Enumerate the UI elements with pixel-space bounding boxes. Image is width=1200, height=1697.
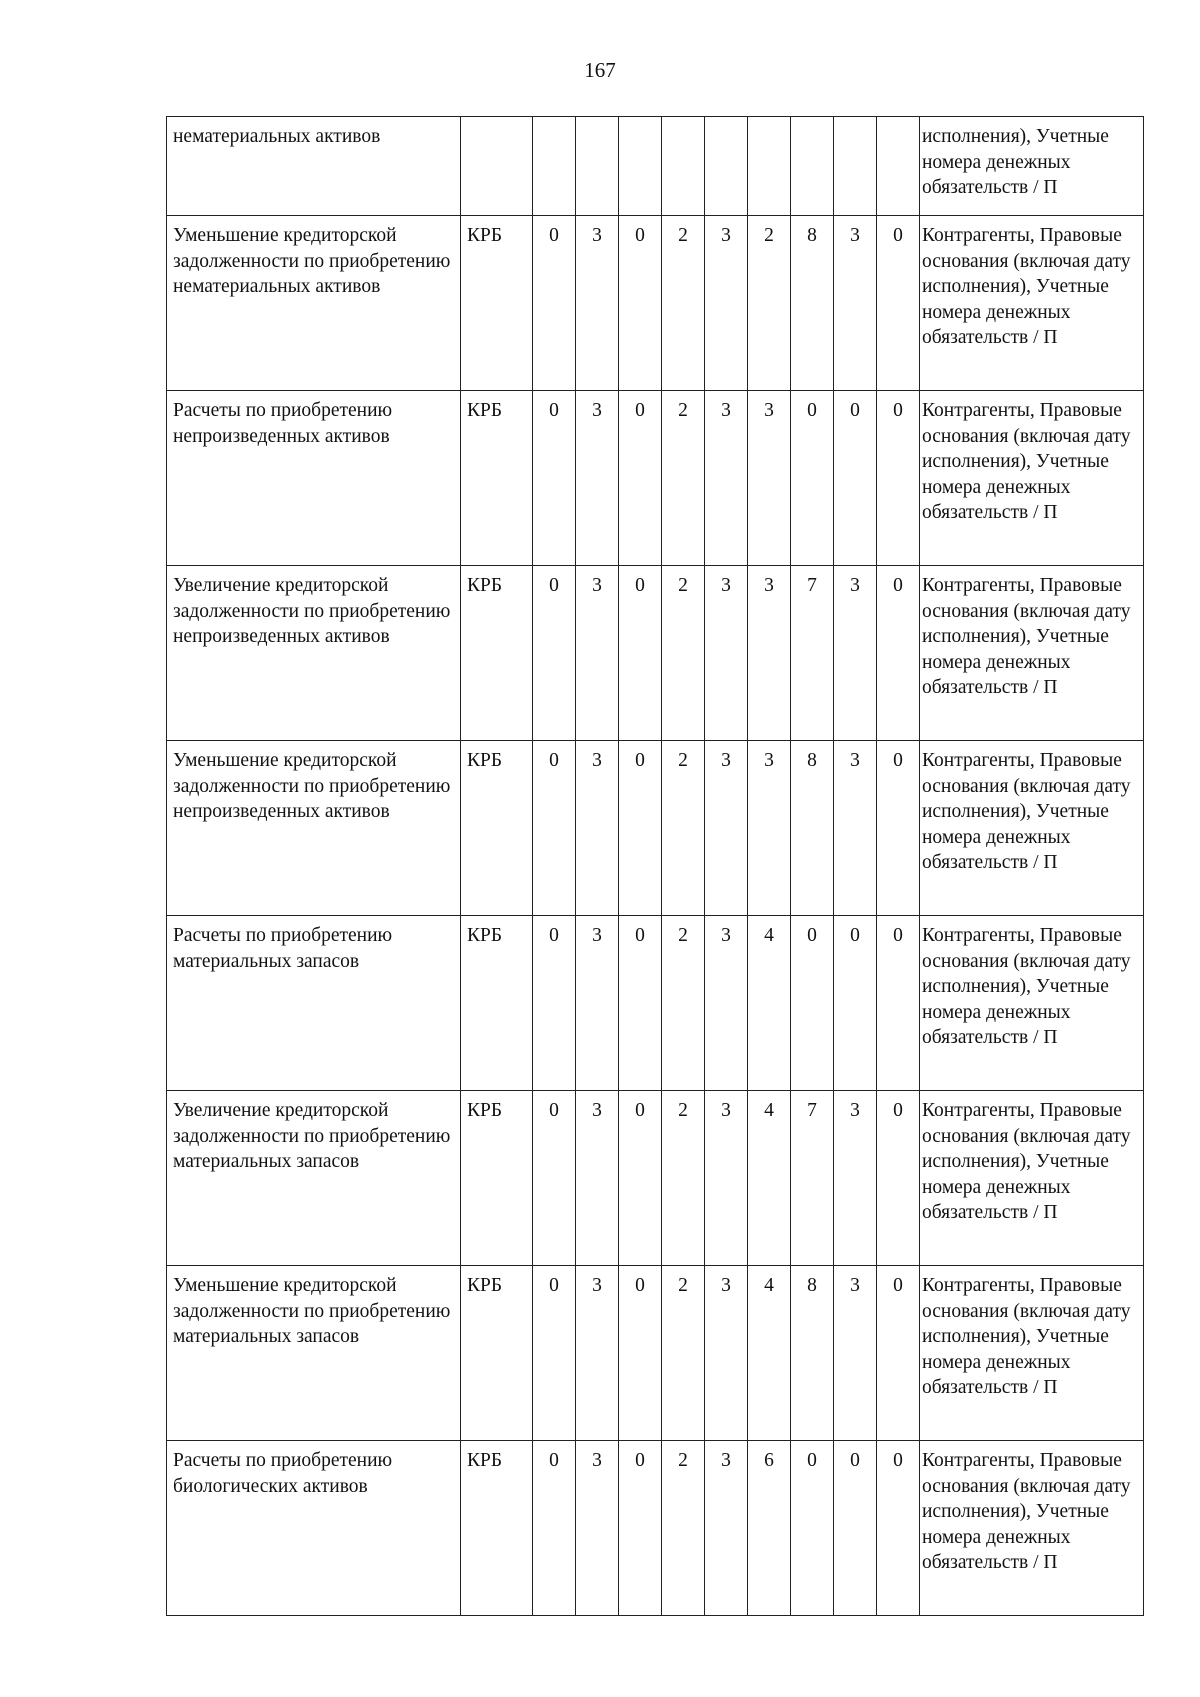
digit-cell: 0 xyxy=(791,1441,834,1616)
digit-cell: 2 xyxy=(662,216,705,391)
digit-cell xyxy=(748,117,791,216)
table-row xyxy=(167,916,1144,1091)
digit-cell: 0 xyxy=(619,1091,662,1266)
analytics-cell: Контрагенты, Правовые основания (включая дату исполнения), Учетные номера денежных обязательств / П xyxy=(920,566,1144,741)
digit-cell: 7 xyxy=(791,1091,834,1266)
digit-cell: 0 xyxy=(791,391,834,566)
table-row xyxy=(167,741,1144,916)
digit-cell: 0 xyxy=(533,1091,576,1266)
digit-cell: 3 xyxy=(834,1091,877,1266)
digit-cell xyxy=(705,117,748,216)
page-number: 167 xyxy=(584,58,616,82)
account-name-cell: Уменьшение кредиторской задолженности по приобретению материальных запасов xyxy=(167,1266,461,1441)
digit-cell: 0 xyxy=(619,391,662,566)
account-name-cell: Расчеты по приобретению материальных запасов xyxy=(167,916,461,1091)
digit-cell: 7 xyxy=(791,566,834,741)
digit-cell: 4 xyxy=(748,916,791,1091)
digit-cell: 0 xyxy=(533,916,576,1091)
digit-cell: 0 xyxy=(877,1441,920,1616)
type-cell: КРБ xyxy=(461,391,533,566)
digit-cell: 0 xyxy=(877,1266,920,1441)
analytics-cell: исполнения), Учетные номера денежных обязательств / П xyxy=(920,117,1144,216)
digit-cell: 3 xyxy=(748,741,791,916)
type-cell: КРБ xyxy=(461,1091,533,1266)
digit-cell: 0 xyxy=(877,741,920,916)
table-row xyxy=(167,391,1144,566)
digit-cell: 0 xyxy=(619,1266,662,1441)
digit-cell: 3 xyxy=(705,741,748,916)
digit-cell xyxy=(533,117,576,216)
digit-cell xyxy=(576,117,619,216)
digit-cell xyxy=(791,117,834,216)
digit-cell: 4 xyxy=(748,1266,791,1441)
account-name-cell: нематериальных активов xyxy=(167,117,461,216)
digit-cell: 0 xyxy=(533,566,576,741)
digit-cell: 0 xyxy=(619,916,662,1091)
digit-cell xyxy=(662,117,705,216)
table-row xyxy=(167,216,1144,391)
table-row xyxy=(167,1441,1144,1616)
digit-cell: 3 xyxy=(834,216,877,391)
table-row xyxy=(167,1266,1144,1441)
type-cell: КРБ xyxy=(461,741,533,916)
digit-cell: 2 xyxy=(748,216,791,391)
digit-cell: 0 xyxy=(791,916,834,1091)
digit-cell: 3 xyxy=(576,1091,619,1266)
digit-cell: 0 xyxy=(877,916,920,1091)
digit-cell: 0 xyxy=(834,916,877,1091)
digit-cell: 0 xyxy=(619,741,662,916)
account-name-cell: Уменьшение кредиторской задолженности по приобретению нематериальных активов xyxy=(167,216,461,391)
account-name-cell: Расчеты по приобретению биологических активов xyxy=(167,1441,461,1616)
digit-cell: 3 xyxy=(576,1441,619,1616)
digit-cell: 0 xyxy=(619,1441,662,1616)
type-cell: КРБ xyxy=(461,566,533,741)
digit-cell: 3 xyxy=(576,216,619,391)
digit-cell: 3 xyxy=(834,1266,877,1441)
digit-cell: 0 xyxy=(877,1091,920,1266)
type-cell: КРБ xyxy=(461,1266,533,1441)
digit-cell: 2 xyxy=(662,1091,705,1266)
digit-cell: 3 xyxy=(576,1266,619,1441)
type-cell xyxy=(461,117,533,216)
digit-cell: 6 xyxy=(748,1441,791,1616)
digit-cell: 0 xyxy=(877,566,920,741)
type-cell: КРБ xyxy=(461,916,533,1091)
digit-cell: 0 xyxy=(533,1266,576,1441)
table-row xyxy=(167,566,1144,741)
digit-cell: 8 xyxy=(791,1266,834,1441)
table-row xyxy=(167,1091,1144,1266)
digit-cell: 3 xyxy=(576,916,619,1091)
digit-cell: 0 xyxy=(533,391,576,566)
digit-cell: 8 xyxy=(791,741,834,916)
analytics-cell: Контрагенты, Правовые основания (включая дату исполнения), Учетные номера денежных обязательств / П xyxy=(920,1441,1144,1616)
digit-cell: 8 xyxy=(791,216,834,391)
digit-cell: 3 xyxy=(748,391,791,566)
digit-cell: 0 xyxy=(533,216,576,391)
digit-cell: 3 xyxy=(834,741,877,916)
digit-cell: 3 xyxy=(748,566,791,741)
analytics-cell: Контрагенты, Правовые основания (включая дату исполнения), Учетные номера денежных обязательств / П xyxy=(920,391,1144,566)
digit-cell: 2 xyxy=(662,566,705,741)
analytics-cell: Контрагенты, Правовые основания (включая дату исполнения), Учетные номера денежных обязательств / П xyxy=(920,916,1144,1091)
analytics-cell: Контрагенты, Правовые основания (включая дату исполнения), Учетные номера денежных обязательств / П xyxy=(920,1266,1144,1441)
digit-cell: 0 xyxy=(533,741,576,916)
digit-cell: 2 xyxy=(662,1266,705,1441)
digit-cell: 3 xyxy=(705,1266,748,1441)
account-name-cell: Увеличение кредиторской задолженности по приобретению непроизведенных активов xyxy=(167,566,461,741)
digit-cell: 3 xyxy=(705,566,748,741)
digit-cell: 0 xyxy=(619,566,662,741)
digit-cell: 3 xyxy=(576,391,619,566)
digit-cell: 3 xyxy=(834,566,877,741)
account-name-cell: Увеличение кредиторской задолженности по приобретению материальных запасов xyxy=(167,1091,461,1266)
digit-cell: 2 xyxy=(662,741,705,916)
table-body xyxy=(167,117,1144,1616)
type-cell: КРБ xyxy=(461,216,533,391)
digit-cell xyxy=(834,117,877,216)
digit-cell: 0 xyxy=(834,1441,877,1616)
digit-cell: 0 xyxy=(877,391,920,566)
digit-cell: 4 xyxy=(748,1091,791,1266)
digit-cell: 3 xyxy=(705,391,748,566)
digit-cell xyxy=(877,117,920,216)
digit-cell: 2 xyxy=(662,916,705,1091)
digit-cell xyxy=(619,117,662,216)
analytics-cell: Контрагенты, Правовые основания (включая дату исполнения), Учетные номера денежных обязательств / П xyxy=(920,216,1144,391)
digit-cell: 0 xyxy=(619,216,662,391)
analytics-cell: Контрагенты, Правовые основания (включая дату исполнения), Учетные номера денежных обязательств / П xyxy=(920,1091,1144,1266)
digit-cell: 3 xyxy=(705,1091,748,1266)
table-row-continuation xyxy=(167,117,1144,216)
account-name-cell: Расчеты по приобретению непроизведенных активов xyxy=(167,391,461,566)
digit-cell: 2 xyxy=(662,1441,705,1616)
digit-cell: 0 xyxy=(877,216,920,391)
digit-cell: 0 xyxy=(533,1441,576,1616)
digit-cell: 0 xyxy=(834,391,877,566)
digit-cell: 3 xyxy=(705,216,748,391)
digit-cell: 2 xyxy=(662,391,705,566)
digit-cell: 3 xyxy=(705,1441,748,1616)
type-cell: КРБ xyxy=(461,1441,533,1616)
analytics-cell: Контрагенты, Правовые основания (включая дату исполнения), Учетные номера денежных обязательств / П xyxy=(920,741,1144,916)
digit-cell: 3 xyxy=(705,916,748,1091)
digit-cell: 3 xyxy=(576,566,619,741)
digit-cell: 3 xyxy=(576,741,619,916)
accounts-table xyxy=(166,116,1144,1616)
account-name-cell: Уменьшение кредиторской задолженности по приобретению непроизведенных активов xyxy=(167,741,461,916)
